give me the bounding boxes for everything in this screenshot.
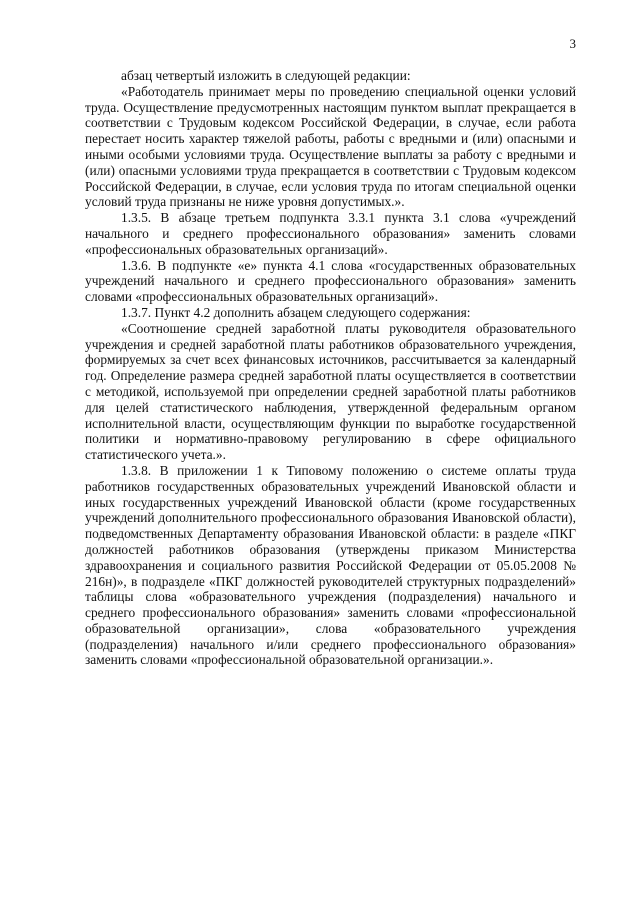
- paragraph-clause-1-3-7: 1.3.7. Пункт 4.2 дополнить абзацем следующего содержания:: [121, 304, 471, 320]
- document-body: [85, 68, 576, 668]
- paragraph-quoted-employer-measures: «Работодатель принимает меры по проведению специальной оценки условий труда. Осуществление предусмотренных настоящим пунктом выплат прекращается в соответствии с Трудовым кодексом Российской Федерации, в случае, если работа перестает носить характер тяжелой работы, работы с вредными и (или) опасными и иными особыми условиями труда. Осуществление выплаты за работу с вредными и (или) опасными условиями труда прекращается в соответствии с Трудовым кодексом Российской Федерации, в случае, если условия труда по итогам специальной оценки условий труда признаны не ниже уровня допустимых.».: [85, 83, 576, 210]
- paragraph-clause-1-3-5: 1.3.5. В абзаце третьем подпункта 3.3.1 пункта 3.1 слова «учреждений начального и среднего профессионального образования» заменить словами «профессиональных образовательных организаций».: [85, 210, 576, 257]
- paragraph-clause-1-3-8: 1.3.8. В приложении 1 к Типовому положению о системе оплаты труда работников государственных образовательных учреждений Ивановской области и иных государственных учреждений Ивановской области (кроме государственных учреждений дополнительного профессионального образования Ивановской области), подведомственных Департаменту образования Ивановской области: в разделе «ПКГ должностей работников образования (утверждены приказом Министерства здравоохранения и социального развития Российской Федерации от 05.05.2008 № 216н)», в подразделе «ПКГ должностей руководителей структурных подразделений» таблицы слова «образовательного учреждения (подразделения) начального и среднего профессионального образования» заменить словами «профессиональной образовательной организации», слова «образовательного учреждения (подразделения) начального и/или среднего профессионального образования» заменить словами «профессиональной образовательной организации.».: [85, 462, 576, 668]
- page-number: 3: [569, 36, 576, 51]
- paragraph-quoted-salary-ratio: «Соотношение средней заработной платы руководителя образовательного учреждения и средней заработной платы работников образовательного учреждения, формируемых за счет всех финансовых источников, рассчитывается за календарный год. Определение размера средней заработной платы осуществляется в соответствии с методикой, используемой при определении средней заработной платы работников для целей статистического наблюдения, утвержденной федеральным органом исполнительной власти, осуществляющим функции по выработке государственной политики и нормативно-правовому регулированию в сфере официального статистического учета.».: [85, 320, 576, 463]
- paragraph-clause-1-3-6: 1.3.6. В подпункте «е» пункта 4.1 слова «государственных образовательных учреждений начального и среднего профессионального образования» заменить словами «профессиональных образовательных организаций».: [85, 257, 576, 305]
- paragraph-intro-abzac-4: абзац четвертый изложить в следующей редакции:: [121, 68, 411, 83]
